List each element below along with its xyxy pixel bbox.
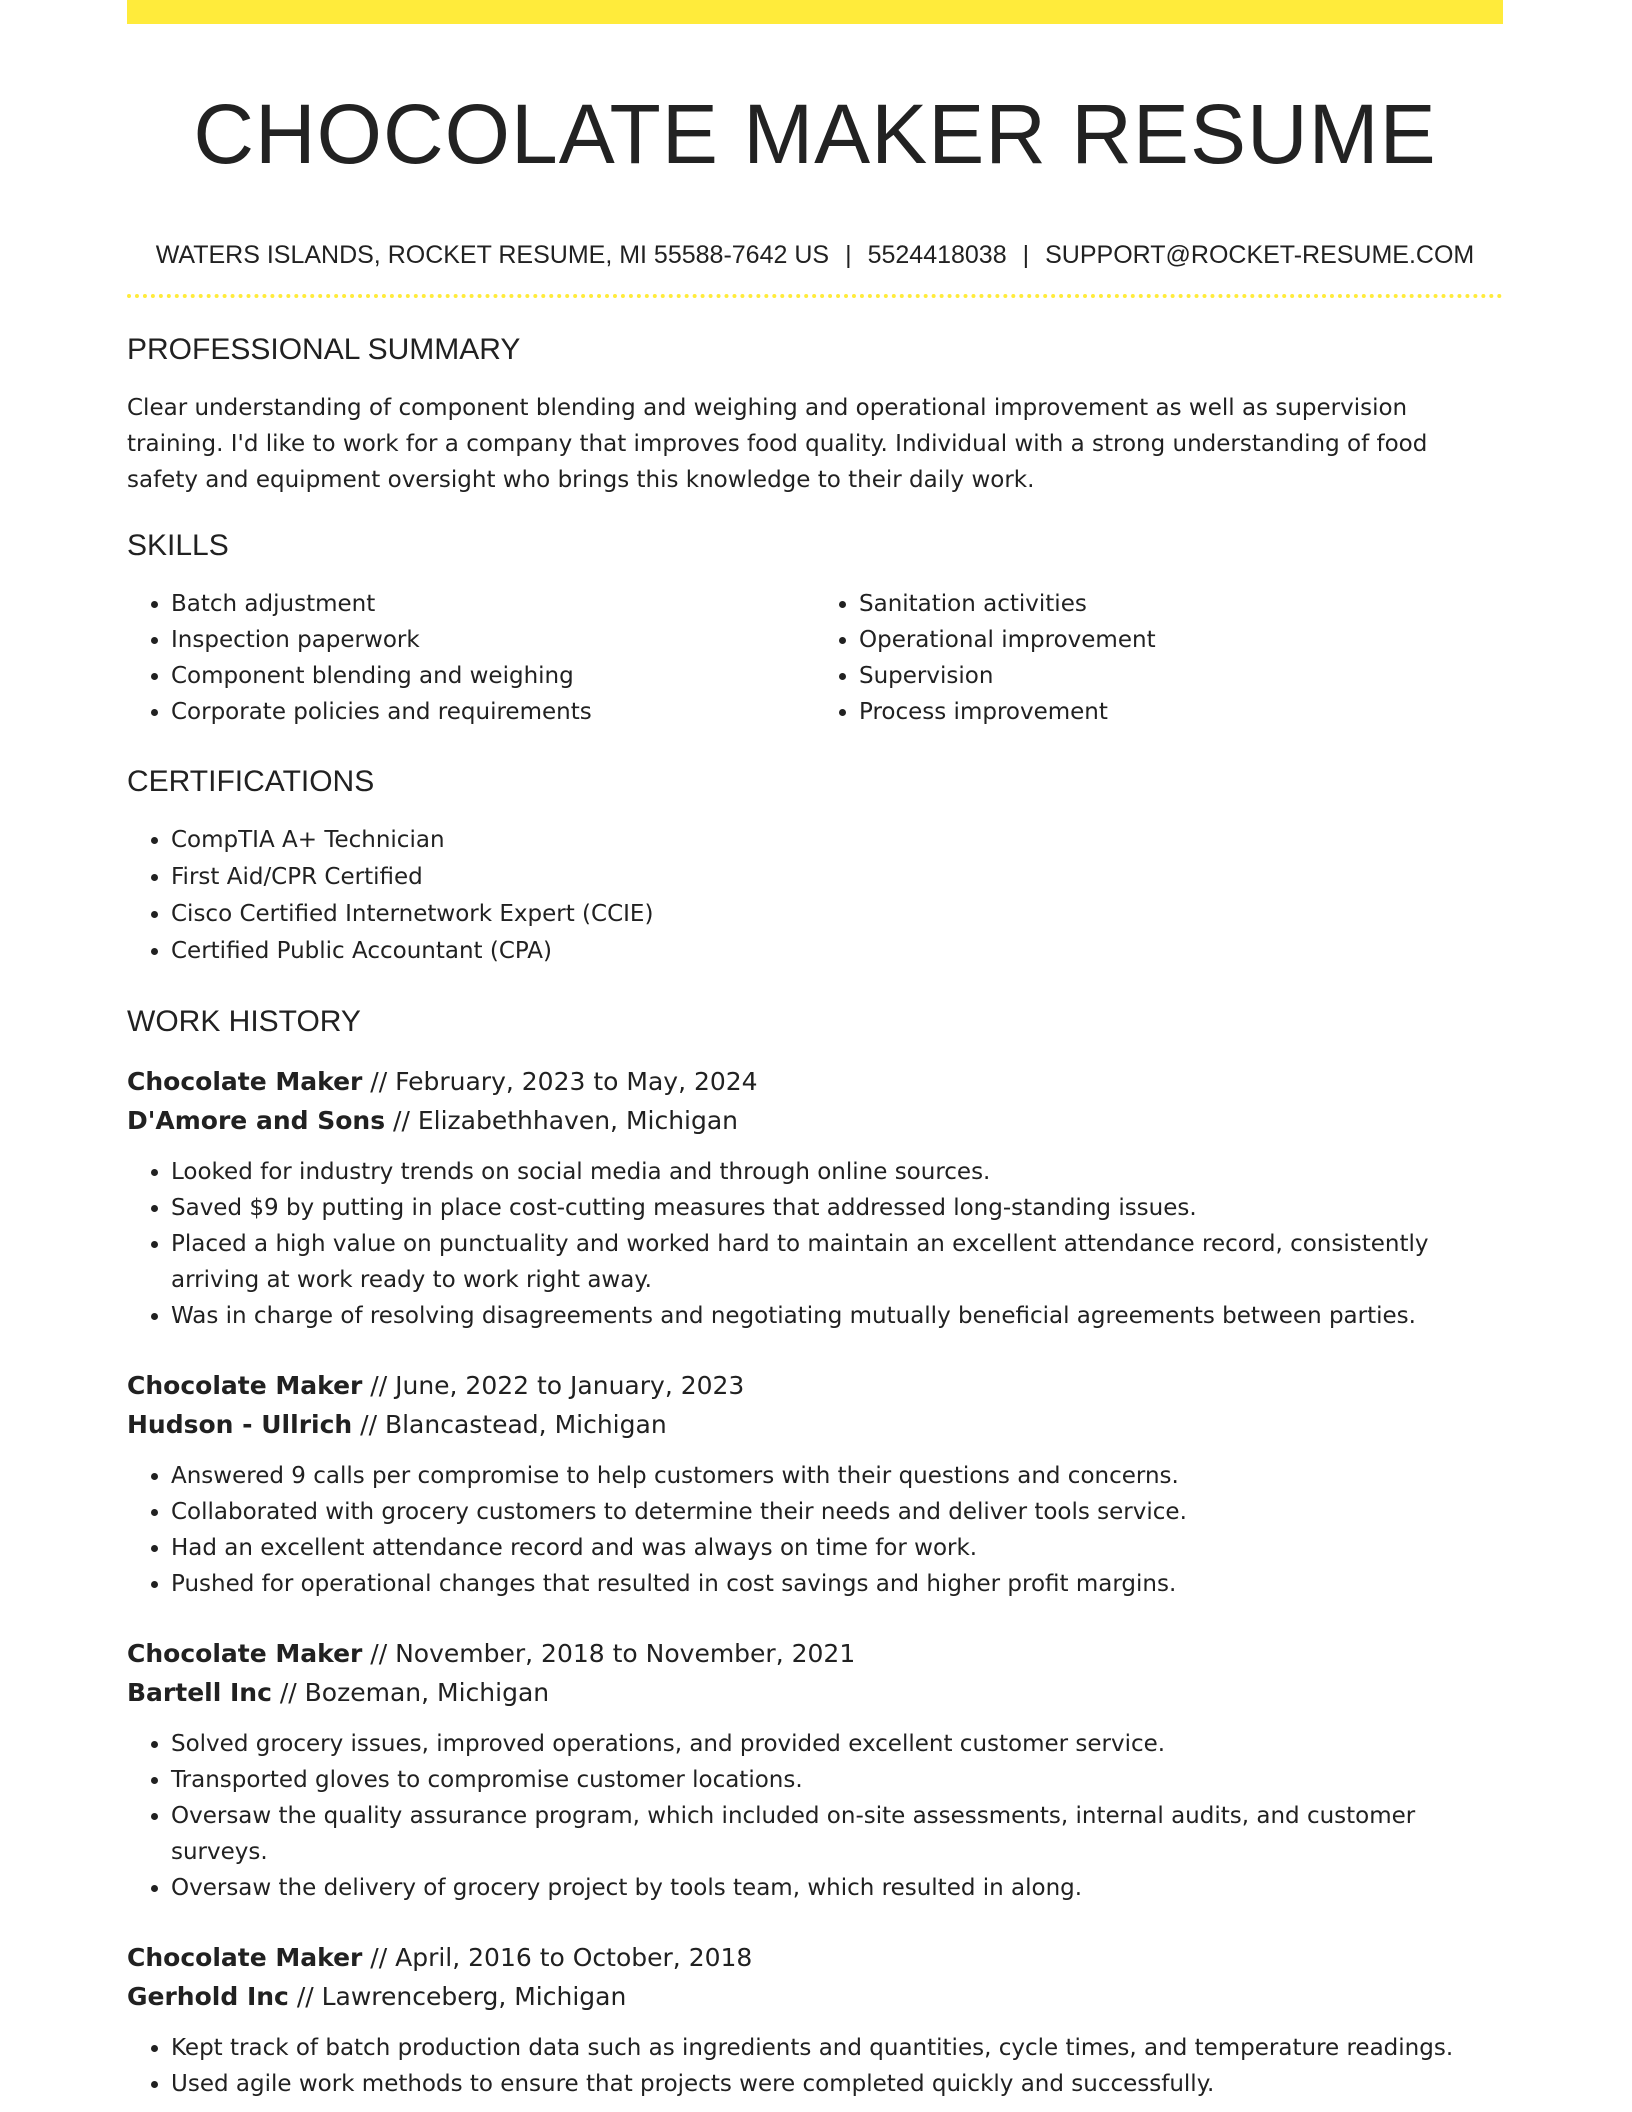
contact-address: WATERS ISLANDS, ROCKET RESUME, MI 55588-7642 US [155, 241, 830, 269]
job-role: Chocolate Maker [127, 1067, 363, 1096]
job-bullets [127, 1726, 1503, 1906]
job-company: Bartell Inc [127, 1678, 272, 1707]
certification-item: • Cisco Certified Internetwork Expert (CCIE) [171, 896, 1503, 933]
job-dates: // February, 2023 to May, 2024 [362, 1067, 758, 1096]
job-role: Chocolate Maker [127, 1371, 363, 1400]
job-company-line [127, 1673, 1503, 1712]
job-company: D'Amore and Sons [127, 1106, 386, 1135]
skill-item: • Operational improvement [859, 622, 1503, 658]
job-role-line [127, 1938, 1503, 1977]
contact-separator: | [1022, 241, 1030, 269]
job-company-line [127, 1405, 1503, 1444]
certification-item: • Certified Public Accountant (CPA) [171, 933, 1503, 970]
summary-text: Clear understanding of component blending and weighing and operational improvement as well as supervision training. I'd like to work for a company that improves food quality. Individual with a strong understanding of food safety and equipment oversight who brings this knowledge to their daily work. [127, 395, 1428, 493]
accent-bar [127, 0, 1503, 24]
dotted-divider [127, 294, 1503, 298]
contact-line [127, 240, 1503, 270]
job-entry [127, 1062, 1503, 1334]
job-company: Gerhold Inc [127, 1982, 289, 2011]
job-location: // Elizabethhaven, Michigan [385, 1106, 739, 1135]
job-role-line [127, 1634, 1503, 1673]
job-company-line [127, 1101, 1503, 1140]
job-dates: // April, 2016 to October, 2018 [362, 1943, 753, 1972]
job-role: Chocolate Maker [127, 1943, 363, 1972]
job-dates: // November, 2018 to November, 2021 [362, 1639, 856, 1668]
job-bullet: • Oversaw the quality assurance program, which included on-site assessments, internal audits, and customer surveys. [171, 1798, 1503, 1870]
skills-list-left [127, 586, 815, 730]
job-dates: // June, 2022 to January, 2023 [362, 1371, 745, 1400]
work-history-heading: WORK HISTORY [127, 1005, 361, 1038]
contact-phone: 5524418038 [867, 241, 1007, 269]
job-entry [127, 1938, 1503, 2102]
job-bullets [127, 2030, 1503, 2102]
job-entry [127, 1634, 1503, 1906]
certification-item: • First Aid/CPR Certified [171, 859, 1503, 896]
skill-item: • Batch adjustment [171, 586, 815, 622]
resume-title: CHOCOLATE MAKER RESUME [193, 87, 1437, 181]
job-bullet: • Looked for industry trends on social media and through online sources. [171, 1154, 1503, 1190]
job-bullet: • Kept track of batch production data such as ingredients and quantities, cycle times, and temperature readings. [171, 2030, 1503, 2066]
skill-item: • Corporate policies and requirements [171, 694, 815, 730]
resume-page [127, 0, 1503, 2102]
job-bullet: • Solved grocery issues, improved operations, and provided excellent customer service. [171, 1726, 1503, 1762]
summary-heading: PROFESSIONAL SUMMARY [127, 333, 521, 366]
skill-item: • Component blending and weighing [171, 658, 815, 694]
job-bullet: • Oversaw the delivery of grocery project by tools team, which resulted in along. [171, 1870, 1503, 1906]
job-role-line [127, 1062, 1503, 1101]
job-bullets [127, 1154, 1503, 1334]
skills-list-right [815, 586, 1503, 730]
skill-item: • Process improvement [859, 694, 1503, 730]
job-bullet: • Collaborated with grocery customers to determine their needs and deliver tools service. [171, 1494, 1503, 1530]
job-bullet: • Transported gloves to compromise customer locations. [171, 1762, 1503, 1798]
job-role: Chocolate Maker [127, 1639, 363, 1668]
job-bullet: • Pushed for operational changes that resulted in cost savings and higher profit margins. [171, 1566, 1503, 1602]
certification-item: • CompTIA A+ Technician [171, 822, 1503, 859]
contact-separator: | [845, 241, 852, 269]
job-location: // Lawrenceberg, Michigan [288, 1982, 627, 2011]
skills-columns [127, 586, 1503, 730]
job-bullet: • Had an excellent attendance record and was always on time for work. [171, 1530, 1503, 1566]
job-entry [127, 1366, 1503, 1602]
skill-item: • Sanitation activities [859, 586, 1503, 622]
skills-heading: SKILLS [127, 529, 229, 562]
job-company-line [127, 1977, 1503, 2016]
job-location: // Bozeman, Michigan [271, 1678, 550, 1707]
certifications-list [127, 822, 1503, 970]
job-role-line [127, 1366, 1503, 1405]
contact-email: SUPPORT@ROCKET-RESUME.COM [1045, 241, 1475, 269]
job-bullet: • Was in charge of resolving disagreements and negotiating mutually beneficial agreements between parties. [171, 1298, 1503, 1334]
certifications-heading: CERTIFICATIONS [127, 765, 375, 798]
job-company: Hudson - Ullrich [127, 1410, 353, 1439]
job-bullet: • Used agile work methods to ensure that projects were completed quickly and successfully. [171, 2066, 1503, 2102]
job-bullets [127, 1458, 1503, 1602]
job-bullet: • Saved $9 by putting in place cost-cutting measures that addressed long-standing issues. [171, 1190, 1503, 1226]
job-bullet: • Placed a high value on punctuality and worked hard to maintain an excellent attendance record, consistently arriving at work ready to work right away. [171, 1226, 1503, 1298]
skill-item: • Supervision [859, 658, 1503, 694]
skill-item: • Inspection paperwork [171, 622, 815, 658]
job-bullet: • Answered 9 calls per compromise to help customers with their questions and concerns. [171, 1458, 1503, 1494]
job-location: // Blancastead, Michigan [352, 1410, 667, 1439]
